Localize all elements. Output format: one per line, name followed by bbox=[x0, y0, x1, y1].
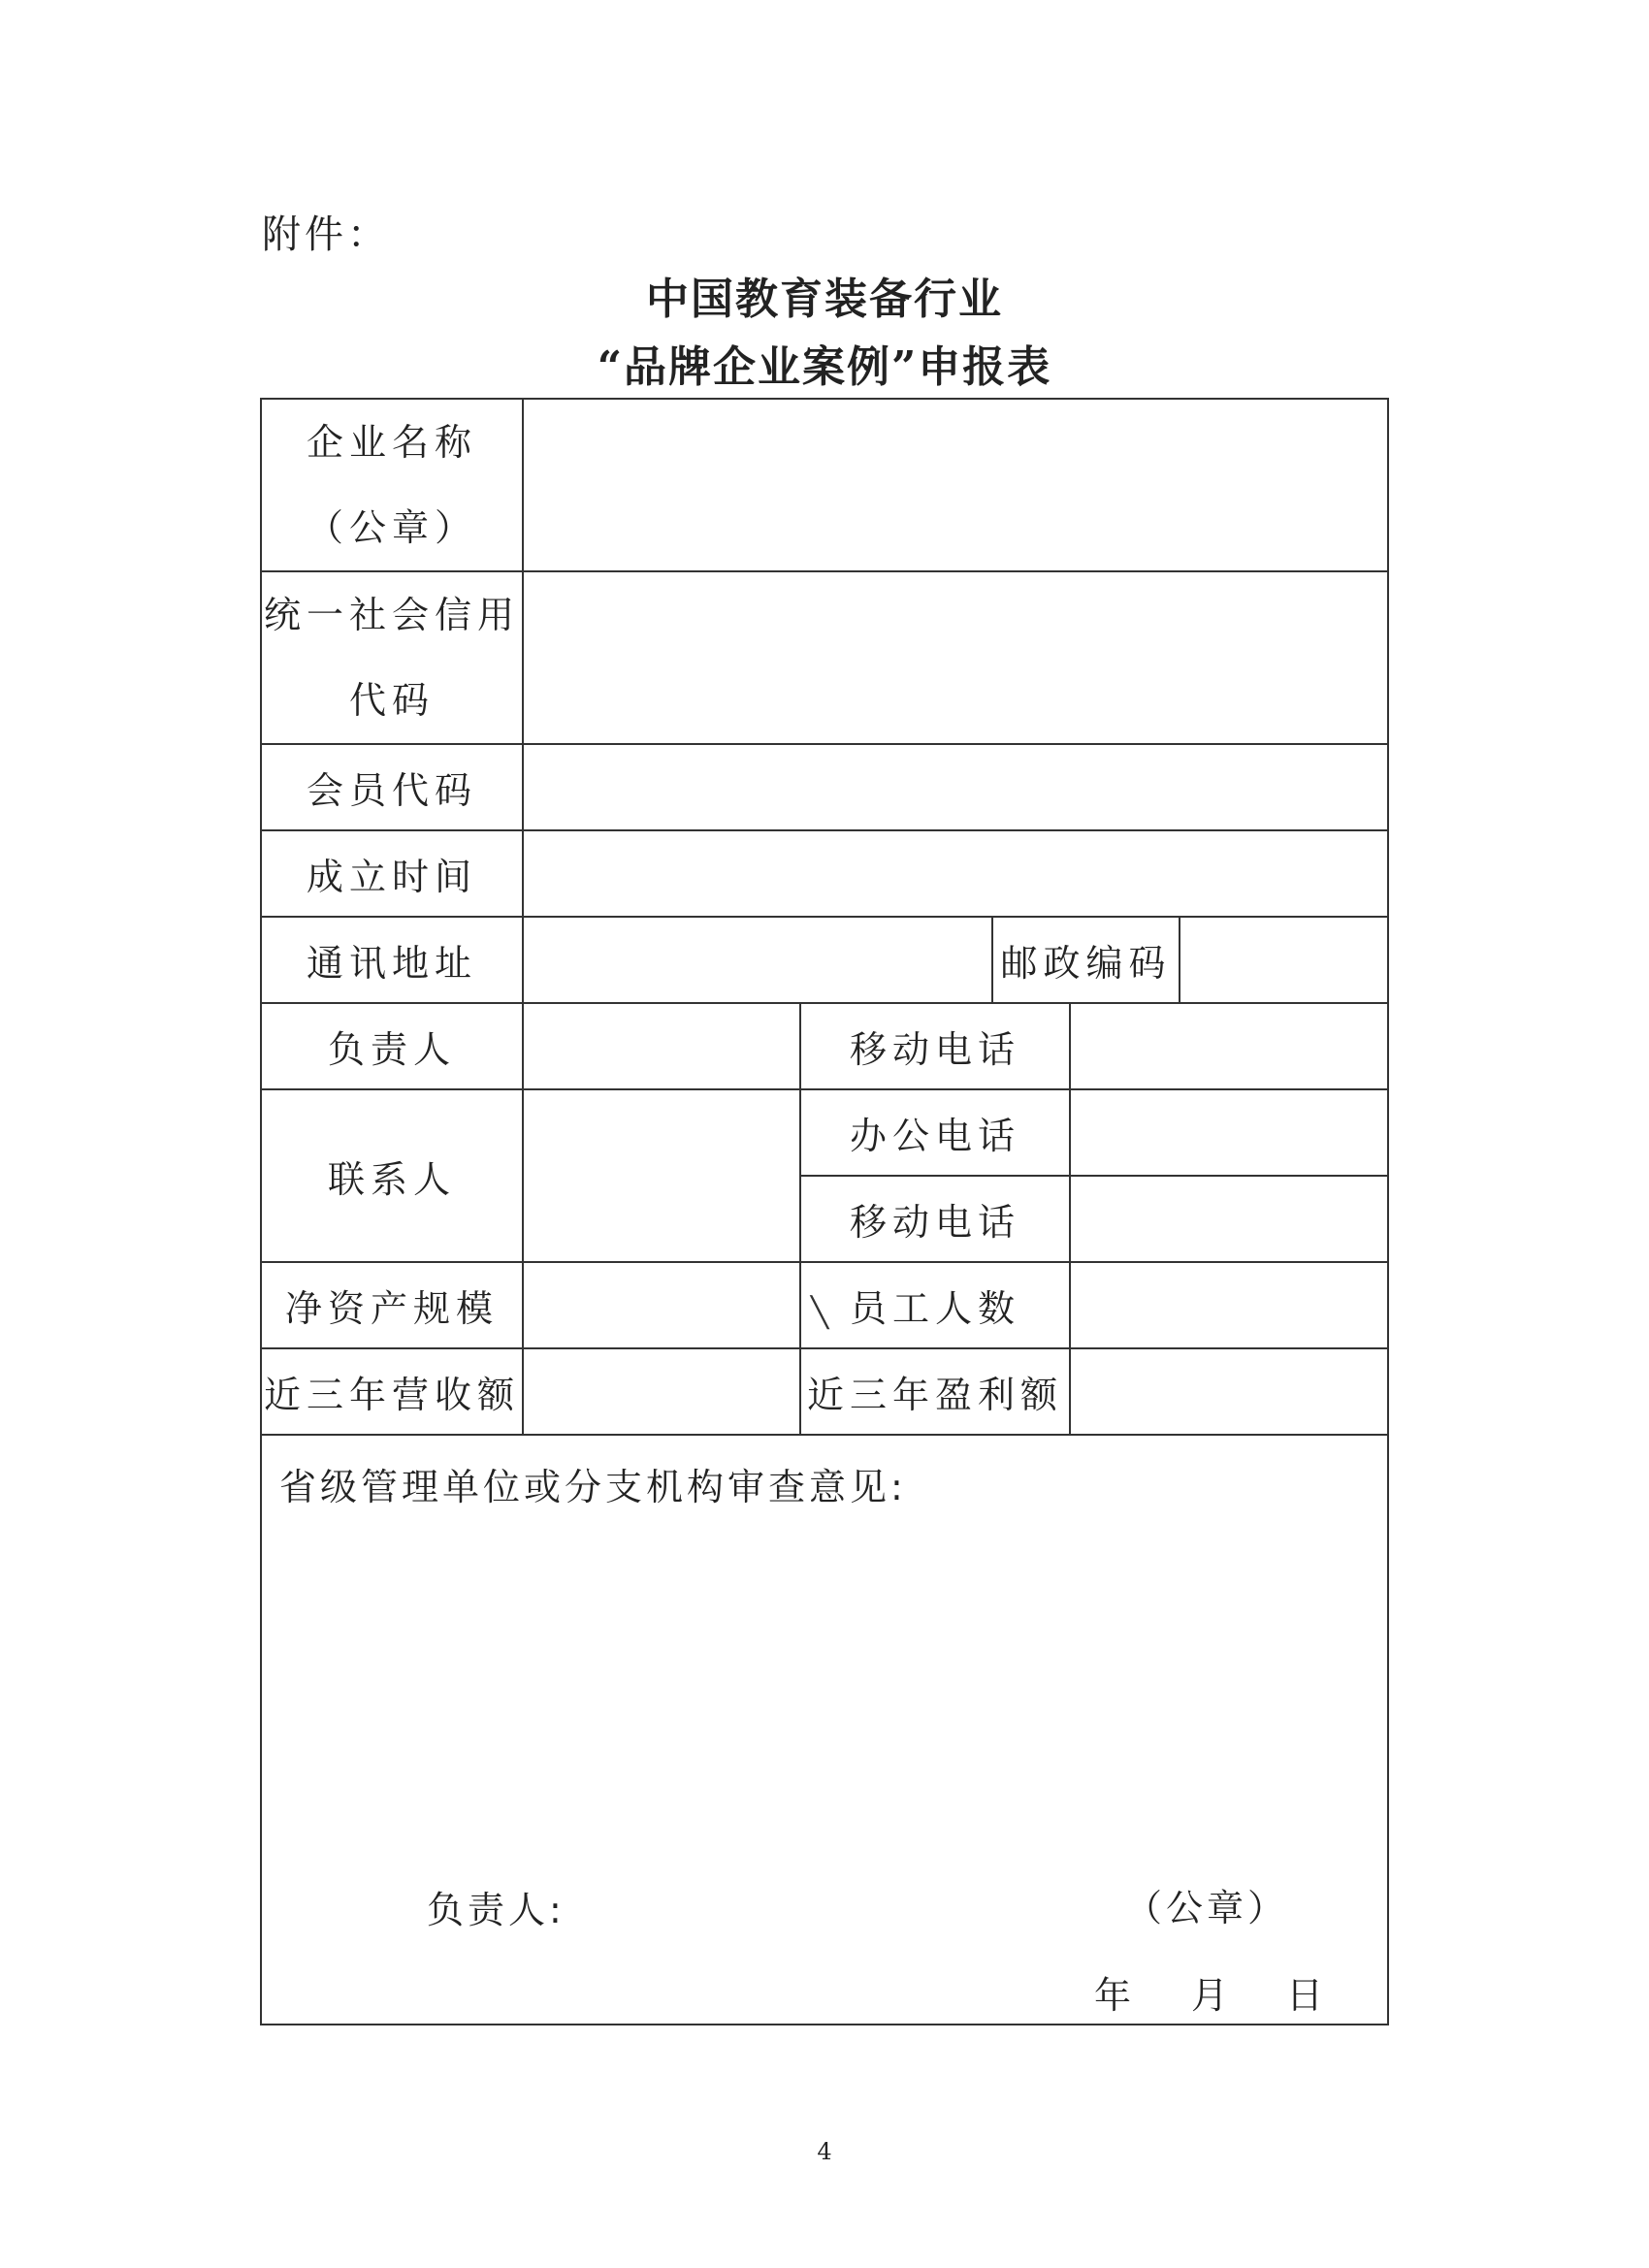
profit-3y-field[interactable] bbox=[1071, 1349, 1387, 1434]
credit-code-label-line2: 代码 bbox=[348, 679, 435, 722]
company-name-label bbox=[262, 400, 522, 570]
address-label: 通讯地址 bbox=[306, 942, 477, 985]
profit-3y-label: 近三年盈利额 bbox=[806, 1374, 1063, 1416]
mobile-phone-label: 移动电话 bbox=[849, 1028, 1020, 1071]
attachment-label: 附件： bbox=[262, 212, 390, 257]
established-date-field[interactable] bbox=[524, 831, 1387, 916]
member-code-label: 会员代码 bbox=[306, 769, 477, 812]
responsible-person-field[interactable] bbox=[524, 1004, 799, 1088]
contact-person-label: 联系人 bbox=[327, 1157, 456, 1201]
responsible-person-label: 负责人 bbox=[327, 1028, 456, 1071]
net-assets-label: 净资产规模 bbox=[284, 1287, 499, 1330]
contact-mobile-phone-label: 移动电话 bbox=[849, 1201, 1020, 1244]
form-title-line2: “品牌企业案例”申报表 bbox=[597, 342, 1052, 392]
review-day-label: 日 bbox=[1286, 1974, 1328, 2017]
contact-mobile-phone-field[interactable] bbox=[1071, 1177, 1387, 1261]
pen-mark-icon: ╲ bbox=[811, 1296, 829, 1330]
address-field[interactable] bbox=[524, 918, 991, 1002]
review-seal-label: （公章） bbox=[1125, 1887, 1289, 1929]
review-year-label: 年 bbox=[1094, 1974, 1136, 2017]
member-code-field[interactable] bbox=[524, 745, 1387, 829]
net-assets-field[interactable] bbox=[524, 1263, 799, 1347]
office-phone-field[interactable] bbox=[1071, 1090, 1387, 1175]
office-phone-label: 办公电话 bbox=[849, 1115, 1020, 1157]
row-divider bbox=[262, 1434, 1387, 1436]
credit-code-field[interactable] bbox=[524, 572, 1387, 743]
employee-count-label: 员工人数 bbox=[849, 1287, 1020, 1330]
contact-person-field[interactable] bbox=[524, 1090, 799, 1261]
revenue-3y-label: 近三年营收额 bbox=[263, 1374, 520, 1416]
review-month-label: 月 bbox=[1191, 1974, 1233, 2017]
postal-code-label: 邮政编码 bbox=[1000, 942, 1172, 985]
employee-count-field[interactable] bbox=[1071, 1263, 1387, 1347]
revenue-3y-field[interactable] bbox=[524, 1349, 799, 1434]
application-form-table bbox=[260, 398, 1389, 2025]
review-opinion-title: 省级管理单位或分支机构审查意见: bbox=[279, 1466, 907, 1508]
company-name-field[interactable] bbox=[524, 400, 1387, 570]
credit-code-label-line1: 统一社会信用 bbox=[263, 594, 520, 636]
company-name-label-line2: （公章） bbox=[306, 506, 477, 549]
postal-code-field[interactable] bbox=[1180, 918, 1387, 1002]
established-date-label: 成立时间 bbox=[306, 856, 477, 898]
review-signer-label: 负责人: bbox=[427, 1889, 566, 1931]
mobile-phone-field[interactable] bbox=[1071, 1004, 1387, 1088]
form-title-line1: 中国教育装备行业 bbox=[646, 275, 1003, 324]
review-opinion-field[interactable] bbox=[262, 1515, 1387, 1767]
company-name-label-line1: 企业名称 bbox=[306, 421, 477, 464]
page-number: 4 bbox=[817, 2138, 832, 2165]
credit-code-label bbox=[262, 572, 522, 743]
